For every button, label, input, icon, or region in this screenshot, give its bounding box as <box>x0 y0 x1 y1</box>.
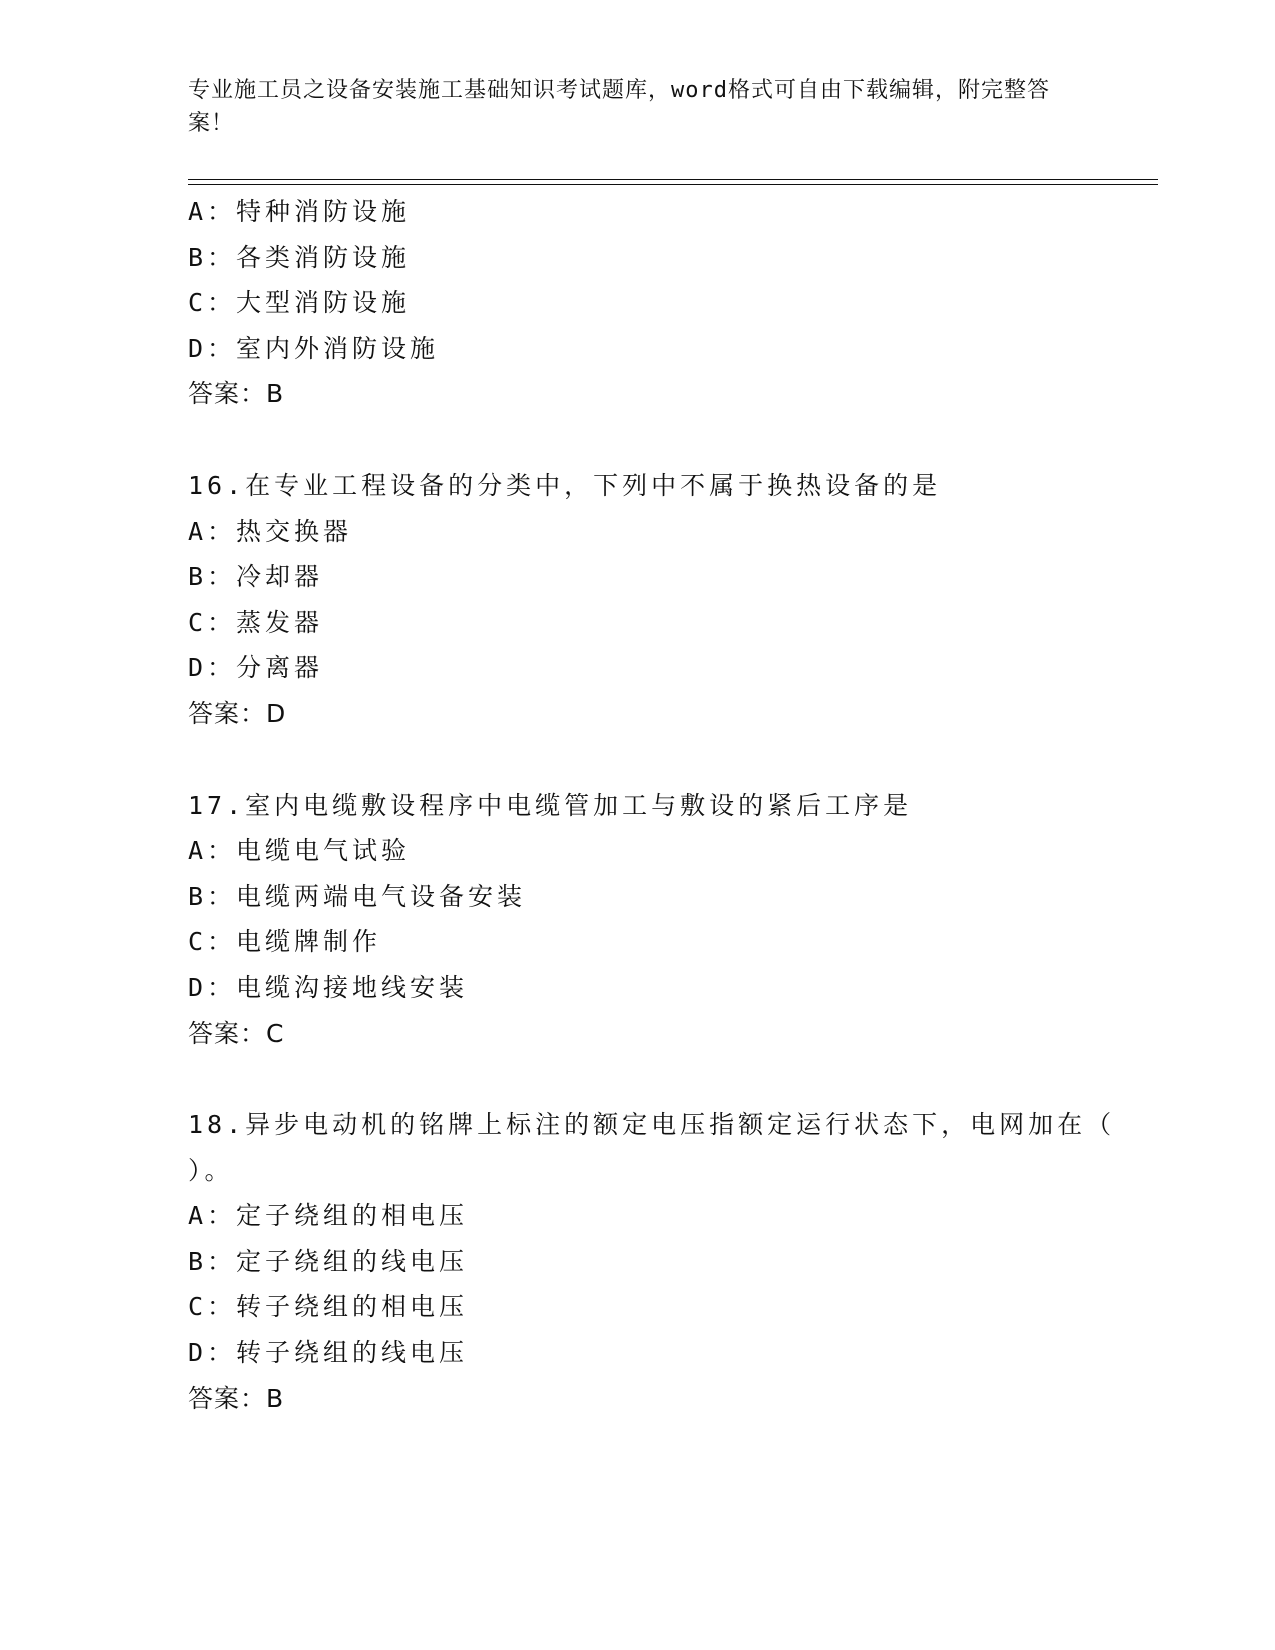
option-d: D：转子绕组的线电压 <box>188 1338 469 1368</box>
option-d: D：分离器 <box>188 653 324 683</box>
question-stem: 17.室内电缆敷设程序中电缆管加工与敷设的紧后工序是 <box>188 790 913 820</box>
option-c: C：电缆牌制作 <box>188 927 382 957</box>
question-stem: 18.异步电动机的铭牌上标注的额定电压指额定运行状态下，电网加在（ ）。 <box>188 1110 1116 1185</box>
option-d: D：电缆沟接地线安装 <box>188 972 469 1002</box>
option-b: B：定子绕组的线电压 <box>188 1246 469 1276</box>
option-c: C：蒸发器 <box>188 607 324 637</box>
question-block-18 <box>188 1102 1118 1421</box>
spacer <box>188 417 1118 463</box>
option-c: C：转子绕组的相电压 <box>188 1292 469 1322</box>
question-list <box>188 189 1118 1421</box>
option-a: A：定子绕组的相电压 <box>188 1201 469 1231</box>
document-header: 专业施工员之设备安装施工基础知识考试题库，word格式可自由下载编辑，附完整答案！ <box>188 78 1050 136</box>
header-divider-bottom <box>188 184 1158 185</box>
option-c: C：大型消防设施 <box>188 288 411 318</box>
option-a: A：特种消防设施 <box>188 197 411 226</box>
question-block-continued <box>188 189 1118 417</box>
answer-line: 答案：B <box>188 1383 285 1413</box>
header-divider-top <box>188 179 1158 180</box>
question-stem: 16.在专业工程设备的分类中，下列中不属于换热设备的是 <box>188 470 942 500</box>
option-a: A：热交换器 <box>188 516 353 546</box>
question-block-16 <box>188 463 1118 737</box>
answer-line: 答案：B <box>188 379 285 409</box>
question-block-17 <box>188 783 1118 1057</box>
option-d: D：室内外消防设施 <box>188 333 440 363</box>
option-a: A：电缆电气试验 <box>188 836 411 866</box>
answer-line: 答案：C <box>188 1018 285 1048</box>
spacer <box>188 1056 1118 1102</box>
option-b: B：各类消防设施 <box>188 242 411 272</box>
spacer <box>188 737 1118 783</box>
option-b: B：冷却器 <box>188 562 324 592</box>
answer-line: 答案：D <box>188 698 287 728</box>
option-b: B：电缆两端电气设备安装 <box>188 881 527 911</box>
